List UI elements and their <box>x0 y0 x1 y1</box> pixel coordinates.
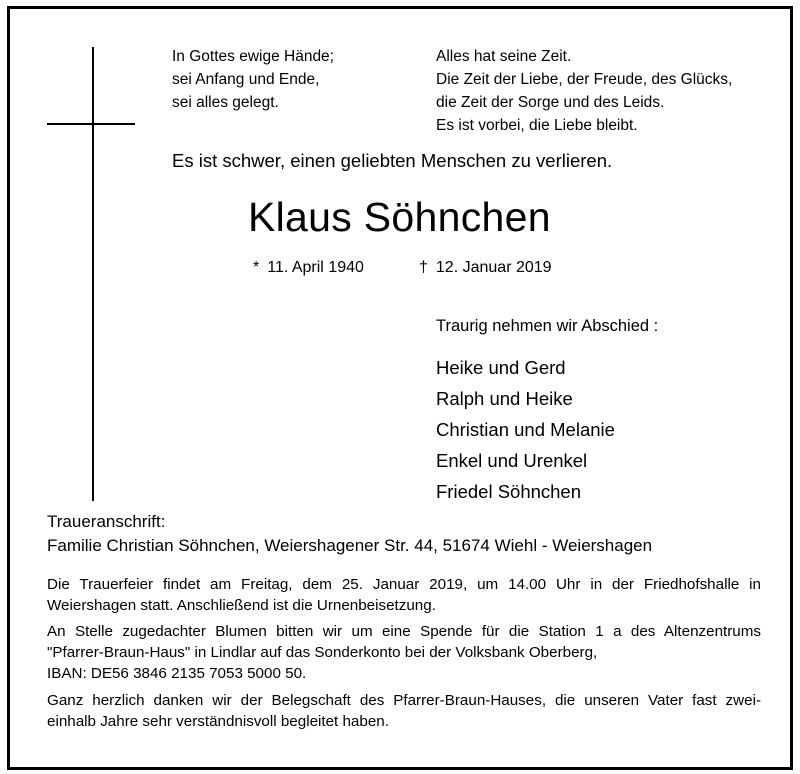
mourner-item: Heike und Gerd <box>436 357 566 378</box>
mourning-address: Familie Christian Söhnchen, Weiershagener Str. 44, 51674 Wiehl - Weiershagen <box>47 536 653 555</box>
deceased-name: Klaus Söhnchen <box>248 194 551 240</box>
mourner-item: Enkel und Urenkel <box>436 450 588 471</box>
donation-line: "Pfarrer-Braun-Haus" in Lindlar auf das Sonderkonto bei der Volksbank Oberberg, <box>47 644 598 661</box>
donation-line: An Stelle zugedachter Blumen bitten wir um eine Spende für die Station 1 a des Altenzentrums <box>47 623 761 640</box>
birth-date-line <box>253 259 364 277</box>
verse-right <box>436 45 732 137</box>
mourner-item: Christian und Melanie <box>436 419 615 440</box>
address-label: Traueranschrift: <box>47 512 166 531</box>
mourner-item: Ralph und Heike <box>436 388 573 409</box>
intro-sentence: Es ist schwer, einen geliebten Menschen zu verlieren. <box>172 150 613 171</box>
mourners-intro: Traurig nehmen wir Abschied : <box>436 317 659 335</box>
thanks-line: Ganz herzlich danken wir der Belegschaft des Pfarrer-Braun-Hauses, die unseren Vater fast zwei- <box>47 692 761 709</box>
mourners-list <box>436 352 615 507</box>
thanks-paragraph <box>47 690 761 732</box>
death-date: 12. Januar 2019 <box>435 259 552 276</box>
birth-date: 11. April 1940 <box>267 259 364 276</box>
verse-left-line: sei alles gelegt. <box>172 94 279 111</box>
funeral-line: Die Trauerfeier findet am Freitag, dem 25. Januar 2019, um 14.00 Uhr in der Friedhofshalle in <box>47 576 761 593</box>
thanks-line: einhalb Jahre sehr verständnisvoll begleitet haben. <box>47 713 389 730</box>
death-symbol: † <box>419 259 428 276</box>
funeral-line: Weiershagen statt. Anschließend ist die Urnenbeisetzung. <box>47 597 436 614</box>
birth-symbol: * <box>253 259 260 276</box>
obituary-notice <box>7 6 793 770</box>
donation-paragraph <box>47 621 761 684</box>
donation-line: IBAN: DE56 3846 2135 7053 5000 50. <box>47 665 307 682</box>
verse-left <box>172 45 334 114</box>
verse-left-line: In Gottes ewige Hände; <box>172 48 334 65</box>
verse-right-line: Es ist vorbei, die Liebe bleibt. <box>436 117 638 134</box>
cross-vertical-bar <box>92 47 94 501</box>
verse-left-line: sei Anfang und Ende, <box>172 71 320 88</box>
cross-horizontal-bar <box>47 123 135 125</box>
funeral-paragraph <box>47 574 761 616</box>
verse-right-line: Die Zeit der Liebe, der Freude, des Glücks, <box>436 71 733 88</box>
verse-right-line: die Zeit der Sorge und des Leids. <box>436 94 665 111</box>
mourner-item: Friedel Söhnchen <box>436 481 582 502</box>
death-date-line <box>419 259 552 277</box>
verse-right-line: Alles hat seine Zeit. <box>436 48 572 65</box>
